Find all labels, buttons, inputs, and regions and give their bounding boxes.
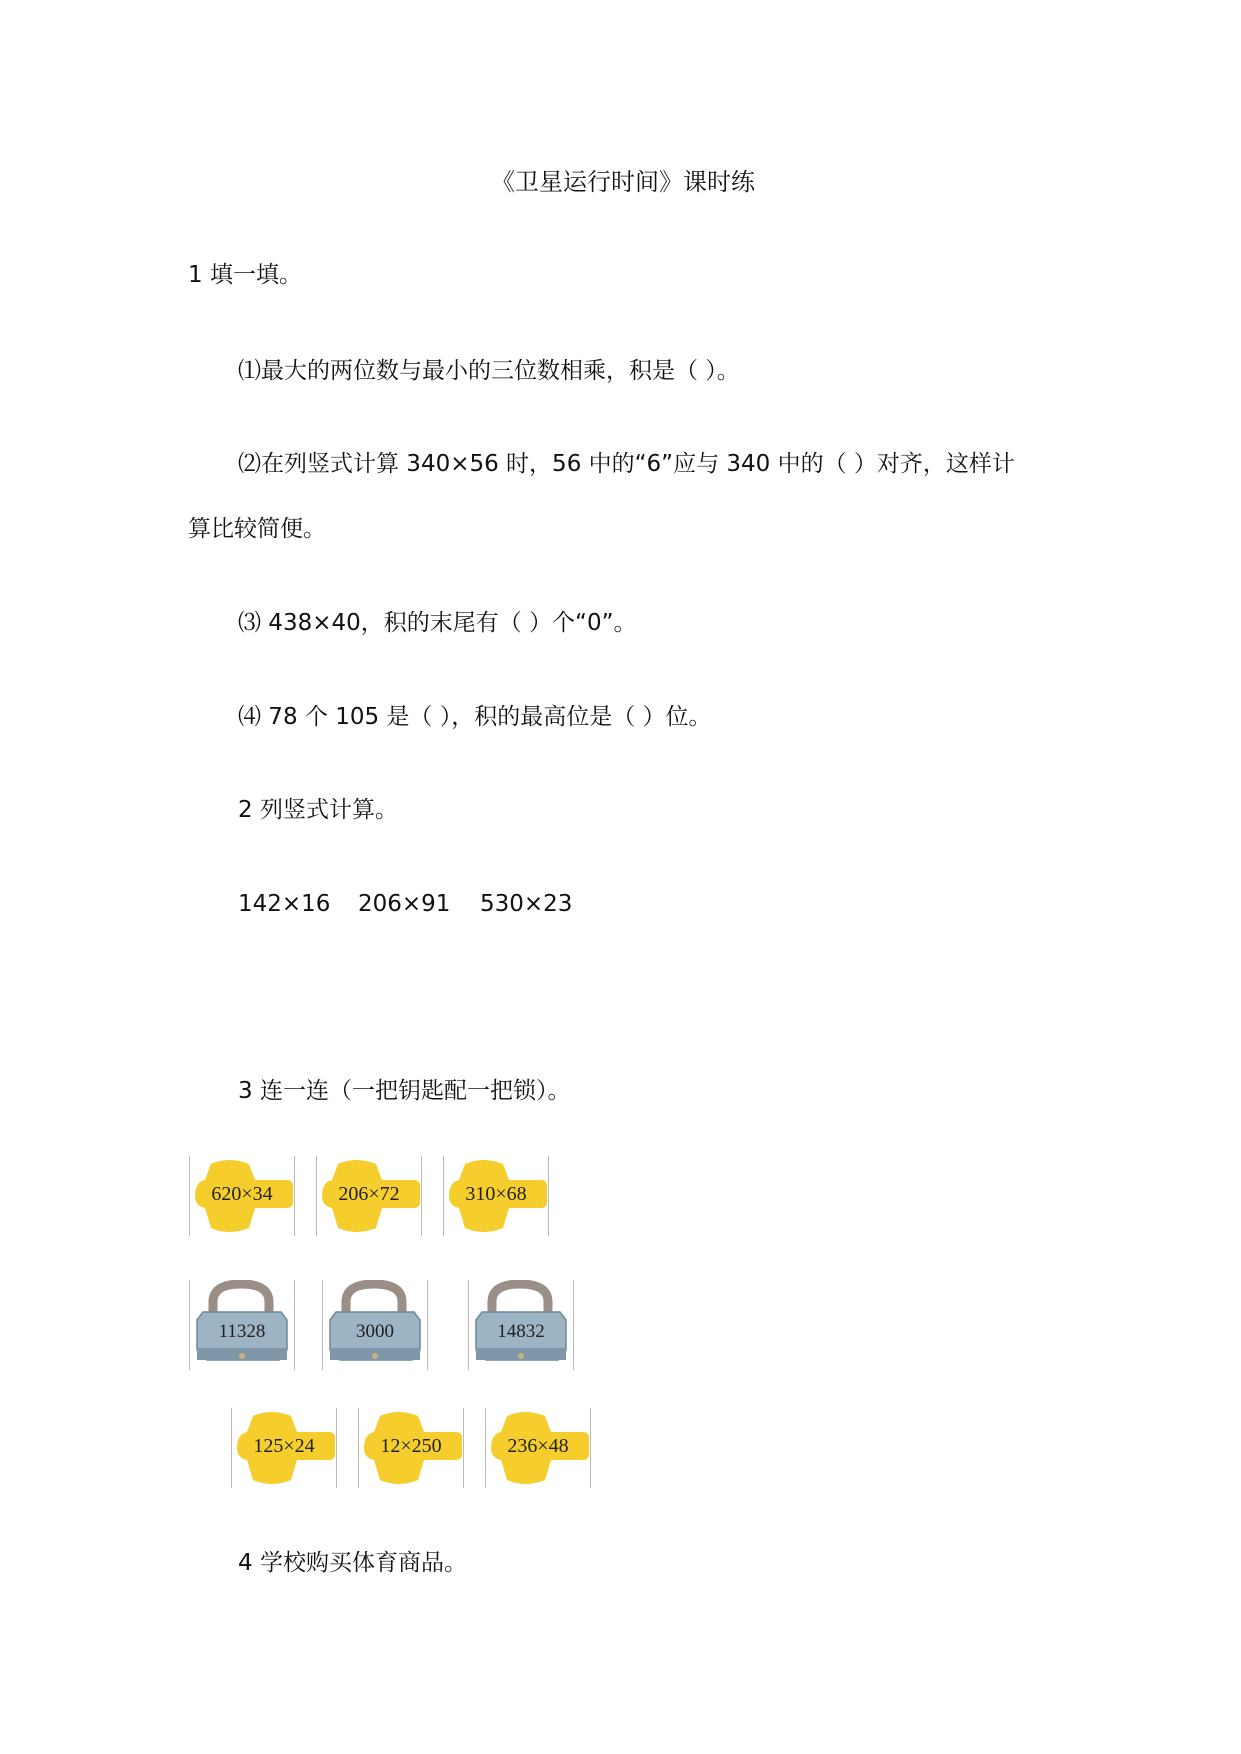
question-1-1: ⑴最大的两位数与最小的三位数相乘，积是（ ）。 xyxy=(238,358,740,384)
lock[interactable] xyxy=(468,1280,574,1370)
calc-problem: 206×91 xyxy=(358,891,451,917)
question-1-3: ⑶ 438×40，积的末尾有（ ）个“0”。 xyxy=(238,610,637,636)
calc-problem: 530×23 xyxy=(480,891,573,917)
key-label: 236×48 xyxy=(507,1435,569,1457)
lock-label: 14832 xyxy=(497,1321,545,1342)
lock[interactable] xyxy=(189,1280,295,1370)
section-1-heading: 1 填一填。 xyxy=(188,262,302,288)
key-label: 310×68 xyxy=(465,1183,527,1205)
section-4-heading: 4 学校购买体育商品。 xyxy=(238,1550,467,1576)
key[interactable] xyxy=(443,1156,549,1236)
key[interactable] xyxy=(231,1408,337,1488)
key[interactable] xyxy=(316,1156,422,1236)
question-1-2-line-1: ⑵在列竖式计算 340×56 时，56 中的“6”应与 340 中的（ ）对齐，这样计 xyxy=(238,451,1015,477)
key-label: 125×24 xyxy=(253,1435,315,1457)
lock[interactable] xyxy=(322,1280,428,1370)
page-title: 《卫星运行时间》课时练 xyxy=(491,168,755,196)
key-label: 620×34 xyxy=(211,1183,273,1205)
calc-problem: 142×16 xyxy=(238,891,331,917)
section-3-heading: 3 连一连（一把钥匙配一把锁）。 xyxy=(238,1078,571,1104)
question-1-4: ⑷ 78 个 105 是（ ），积的最高位是（ ）位。 xyxy=(238,704,712,730)
section-2-heading: 2 列竖式计算。 xyxy=(238,797,398,823)
key[interactable] xyxy=(485,1408,591,1488)
key[interactable] xyxy=(358,1408,464,1488)
lock-label: 3000 xyxy=(356,1321,394,1342)
lock-label: 11328 xyxy=(218,1321,266,1342)
key-label: 12×250 xyxy=(380,1435,442,1457)
key[interactable] xyxy=(189,1156,295,1236)
key-label: 206×72 xyxy=(338,1183,400,1205)
question-1-2-line-2: 算比较简便。 xyxy=(188,516,326,542)
